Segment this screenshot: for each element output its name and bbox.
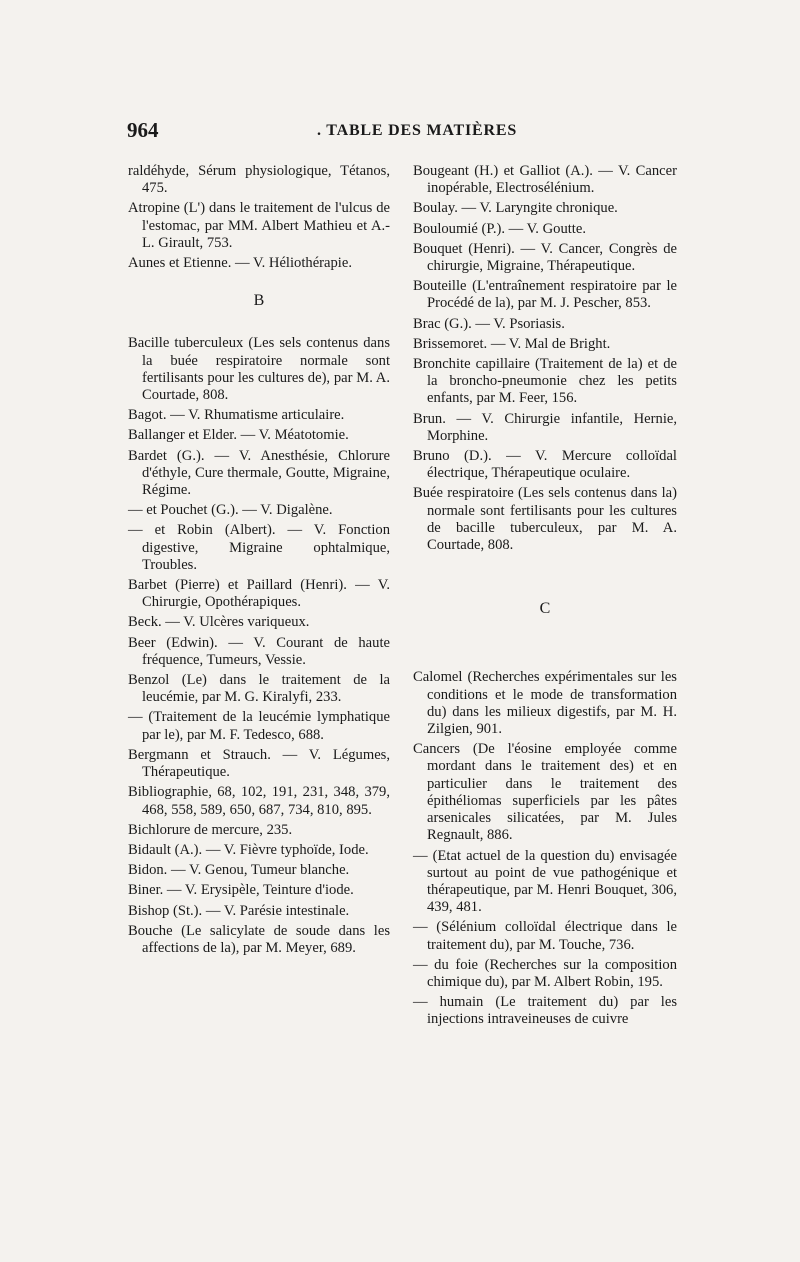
index-entry: — (Traitement de la leucémie lymphatique par le), par M. F. Tedesco, 688.: [128, 709, 390, 743]
index-entry: Beer (Edwin). — V. Courant de haute fréquence, Tumeurs, Vessie.: [128, 634, 390, 668]
index-entry: Bidon. — V. Genou, Tumeur blanche.: [128, 862, 350, 879]
right-column: [413, 163, 677, 1032]
index-entry: Bronchite capillaire (Traitement de la) et de la broncho-pneumonie chez les petits enfants, par M. Feer, 156.: [413, 356, 677, 407]
left-entries-a: [128, 163, 390, 272]
index-entry: — et Pouchet (G.). — V. Digalène.: [128, 502, 333, 519]
left-entries-b: [128, 335, 390, 957]
index-entry: Beck. — V. Ulcères variqueux.: [128, 614, 310, 631]
index-entry: Calomel (Recherches expérimentales sur les conditions et le mode de transformation du) dans les milieux digestifs, par M. H. Zilgien, 901.: [413, 669, 677, 738]
left-column: [128, 163, 390, 960]
index-entry: — (Sélénium colloïdal électrique dans le traitement du), par M. Touche, 736.: [413, 919, 677, 953]
index-entry: Bouquet (Henri). — V. Cancer, Congrès de chirurgie, Migraine, Thérapeutique.: [413, 240, 677, 275]
index-entry: Bichlorure de mercure, 235.: [128, 821, 293, 838]
right-entries-b: [413, 163, 677, 554]
index-entry: Bidault (A.). — V. Fièvre typhoïde, Iode.: [128, 841, 369, 858]
index-entry: Bougeant (H.) et Galliot (A.). — V. Cancer inopérable, Electrosélénium.: [413, 163, 677, 197]
index-entry: Bouche (Le salicylate de soude dans les affections de la), par M. Meyer, 689.: [128, 922, 390, 956]
index-entry: Bergmann et Strauch. — V. Légumes, Thérapeutique.: [128, 746, 390, 781]
index-entry: Bishop (St.). — V. Parésie intestinale.: [128, 902, 350, 919]
index-entry: Bouloumié (P.). — V. Goutte.: [413, 220, 586, 237]
section-letter-c: C: [539, 600, 551, 618]
index-entry: Bibliographie, 68, 102, 191, 231, 348, 379, 468, 558, 589, 650, 687, 734, 810, 895.: [128, 784, 390, 818]
index-entry: — (Etat actuel de la question du) envisagée surtout au point de vue pathogénique et thérapeutique, par M. Henri Bouquet, 306, 439, 481.: [413, 847, 677, 916]
index-entry: Bardet (G.). — V. Anesthésie, Chlorure d'éthyle, Cure thermale, Goutte, Migraine, Régime.: [128, 447, 390, 499]
index-entry: Benzol (Le) dans le traitement de la leucémie, par M. G. Kiralyfi, 233.: [128, 672, 390, 706]
index-entry: Ballanger et Elder. — V. Méatotomie.: [128, 427, 349, 444]
index-entry: Bruno (D.). — V. Mercure colloïdal électrique, Thérapeutique oculaire.: [413, 448, 677, 482]
index-entry: Biner. — V. Erysipèle, Teinture d'iode.: [128, 882, 354, 899]
index-entry: Cancers (De l'éosine employée comme mordant dans le traitement des) et en particulier dans le traitement des épithéliomas superficiels par les pâtes arsenicales silicatées, par M. Jules Regnault, 886.: [413, 741, 677, 844]
index-entry: Brissemoret. — V. Mal de Bright.: [413, 335, 611, 352]
right-entries-c: [413, 669, 677, 1028]
index-entry: — du foie (Recherches sur la composition chimique du), par M. Albert Robin, 195.: [413, 956, 677, 990]
index-entry: Bacille tuberculeux (Les sels contenus dans la buée respiratoire normale sont fertilisants pour les cultures de), par M. A. Courtade, 808.: [128, 335, 390, 404]
index-entry: — et Robin (Albert). — V. Fonction digestive, Migraine ophtalmique, Troubles.: [128, 522, 390, 573]
page-header: [127, 118, 675, 148]
running-title: . TABLE DES MATIÈRES: [317, 122, 518, 139]
section-letter-b: B: [253, 292, 265, 310]
index-entry: Brac (G.). — V. Psoriasis.: [413, 315, 565, 332]
index-entry: Barbet (Pierre) et Paillard (Henri). — V. Chirurgie, Opothérapiques.: [128, 577, 390, 611]
index-entry: Atropine (L') dans le traitement de l'ulcus de l'estomac, par MM. Albert Mathieu et A.-L. Girault, 753.: [128, 200, 390, 251]
index-entry: Brun. — V. Chirurgie infantile, Hernie, Morphine.: [413, 410, 677, 444]
index-entry: Bagot. — V. Rhumatisme articulaire.: [128, 407, 345, 424]
index-entry: Bouteille (L'entraînement respiratoire par le Procédé de la), par M. J. Pescher, 853.: [413, 278, 677, 312]
index-entry: Aunes et Etienne. — V. Héliothérapie.: [128, 255, 352, 272]
index-entry: Buée respiratoire (Les sels contenus dans la) normale sont fertilisants pour les cultures de bacille tuberculeux, par M. A. Courtade, 808.: [413, 485, 677, 554]
index-entry: Boulay. — V. Laryngite chronique.: [413, 200, 618, 217]
page-number: 964: [127, 118, 159, 142]
index-entry: — humain (Le traitement du) par les injections intraveineuses de cuivre: [413, 994, 677, 1028]
index-entry: raldéhyde, Sérum physiologique, Tétanos, 475.: [128, 163, 390, 197]
